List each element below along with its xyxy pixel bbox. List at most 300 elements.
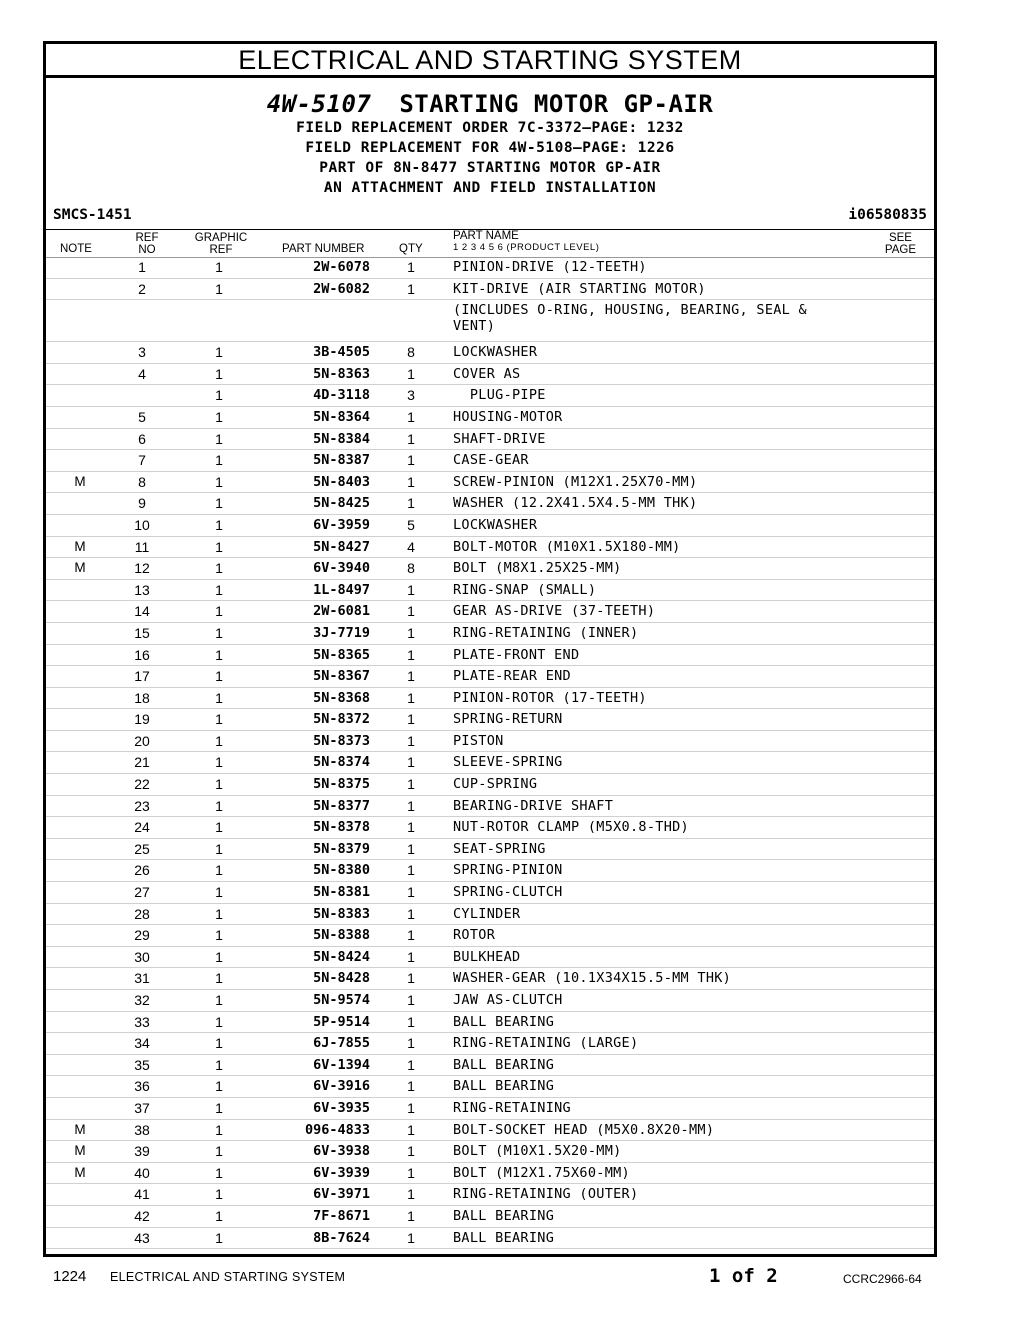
row-qty: 1	[407, 689, 415, 706]
row-part-number: 6J-7855	[313, 1035, 370, 1052]
table-row	[46, 407, 934, 429]
row-graphic-ref: 1	[215, 516, 223, 533]
row-part-name: BOLT (M8X1.25X25-MM)	[453, 560, 622, 577]
group-title: STARTING MOTOR GP-AIR	[399, 90, 714, 118]
table-row	[46, 623, 934, 645]
row-part-name: GEAR AS-DRIVE (37-TEETH)	[453, 603, 656, 620]
table-row	[46, 279, 934, 301]
table-row	[46, 1076, 934, 1098]
row-part-name: CASE-GEAR	[453, 452, 529, 469]
row-part-name: BOLT (M12X1.75X60-MM)	[453, 1164, 630, 1181]
table-row	[46, 601, 934, 623]
footer-page-number: 1224	[53, 1268, 87, 1285]
row-ref-no: 35	[134, 1056, 150, 1073]
row-ref-no: 25	[134, 840, 150, 857]
row-note: M	[74, 473, 86, 489]
row-graphic-ref: 1	[215, 365, 223, 382]
row-ref-no: 8	[138, 473, 146, 490]
smcs-code: SMCS-1451	[53, 207, 132, 223]
row-qty: 1	[407, 948, 415, 965]
illustration-id: i06580835	[848, 207, 927, 223]
table-row	[46, 968, 934, 990]
row-graphic-ref: 1	[215, 430, 223, 447]
row-graphic-ref: 1	[215, 797, 223, 814]
parts-list-frame	[43, 41, 937, 1257]
row-qty: 8	[407, 560, 415, 577]
row-part-name: LOCKWASHER	[453, 344, 538, 361]
row-qty: 1	[407, 430, 415, 447]
row-graphic-ref: 1	[215, 732, 223, 749]
row-note: M	[74, 538, 86, 554]
row-part-name: BALL BEARING	[453, 1207, 555, 1224]
row-part-name: PLUG-PIPE	[453, 387, 546, 404]
row-ref-no: 22	[134, 776, 150, 793]
row-qty: 1	[407, 280, 415, 297]
row-graphic-ref: 1	[215, 259, 223, 275]
row-ref-no: 13	[134, 581, 150, 598]
row-part-number: 6V-3959	[313, 516, 370, 533]
table-row	[46, 925, 934, 947]
row-graphic-ref: 1	[215, 280, 223, 297]
header-see-page	[885, 232, 916, 256]
row-part-number: 5N-8380	[313, 862, 370, 879]
footer-doc-code: CCRC2966-64	[843, 1272, 922, 1286]
row-part-name: BALL BEARING	[453, 1229, 555, 1246]
row-graphic-ref: 1	[215, 776, 223, 793]
row-graphic-ref: 1	[215, 1099, 223, 1116]
row-ref-no: 23	[134, 797, 150, 814]
table-row	[46, 1120, 934, 1142]
row-part-name: JAW AS-CLUTCH	[453, 992, 563, 1008]
header-note: NOTE	[60, 243, 92, 255]
table-row	[46, 1033, 934, 1055]
header-graphic-bottom: REF	[209, 244, 233, 256]
row-part-number: 5N-8378	[313, 819, 370, 836]
table-row	[46, 342, 934, 364]
row-part-name: SPRING-PINION	[453, 862, 563, 879]
row-part-name: CUP-SPRING	[453, 776, 538, 793]
table-row	[46, 774, 934, 796]
row-ref-no: 18	[134, 689, 150, 706]
row-part-number: 5N-8375	[313, 776, 370, 793]
row-ref-no: 32	[134, 992, 150, 1008]
row-part-name: HOUSING-MOTOR	[453, 408, 563, 425]
row-ref-no: 1	[138, 259, 146, 275]
row-graphic-ref: 1	[215, 1143, 223, 1160]
row-graphic-ref: 1	[215, 538, 223, 555]
row-graphic-ref: 1	[215, 948, 223, 965]
header-ref-no	[132, 232, 162, 256]
header-see-bottom: PAGE	[884, 244, 916, 256]
row-part-name: CYLINDER	[453, 905, 521, 922]
row-part-name: RING-RETAINING	[453, 1099, 571, 1116]
row-part-number: 6V-3939	[313, 1164, 370, 1181]
row-part-number: 6V-1394	[313, 1056, 370, 1073]
table-row	[46, 558, 934, 580]
row-part-number: 5N-9574	[313, 992, 370, 1008]
row-ref-no: 14	[134, 603, 150, 620]
row-qty: 1	[407, 1207, 415, 1224]
table-row	[46, 450, 934, 472]
row-part-name: PINION-DRIVE (12-TEETH)	[453, 259, 647, 275]
table-row	[46, 817, 934, 839]
row-graphic-ref: 1	[215, 840, 223, 857]
row-graphic-ref: 1	[215, 754, 223, 771]
row-graphic-ref: 1	[215, 668, 223, 685]
row-qty: 1	[407, 259, 415, 275]
row-ref-no: 3	[138, 344, 146, 361]
row-graphic-ref: 1	[215, 560, 223, 577]
row-part-number: 5N-8428	[313, 970, 370, 987]
row-qty: 1	[407, 862, 415, 879]
row-graphic-ref: 1	[215, 970, 223, 987]
page-footer	[0, 1265, 1020, 1289]
row-part-number: 2W-6081	[313, 603, 370, 620]
row-part-name: LOCKWASHER	[453, 516, 538, 533]
row-ref-no: 43	[134, 1229, 150, 1246]
row-part-number: 5N-8367	[313, 668, 370, 685]
row-part-name: BALL BEARING	[453, 1078, 555, 1095]
row-part-name: (INCLUDES O-RING, HOUSING, BEARING, SEAL & VENT)	[453, 302, 816, 335]
row-qty: 1	[407, 1121, 415, 1138]
row-qty: 1	[407, 1143, 415, 1160]
row-qty: 1	[407, 884, 415, 901]
row-ref-no: 21	[134, 754, 150, 771]
row-part-number: 5N-8381	[313, 884, 370, 901]
row-part-name: SCREW-PINION (M12X1.25X70-MM)	[453, 473, 698, 490]
row-qty: 1	[407, 732, 415, 749]
row-part-name: ROTOR	[453, 927, 496, 944]
row-qty: 1	[407, 668, 415, 685]
part-of-line: PART OF 8N-8477 STARTING MOTOR GP-AIR	[319, 160, 661, 176]
table-row	[46, 1055, 934, 1077]
row-graphic-ref: 1	[215, 387, 223, 404]
header-ref-bottom: NO	[138, 244, 156, 256]
row-graphic-ref: 1	[215, 927, 223, 944]
row-graphic-ref: 1	[215, 689, 223, 706]
row-qty: 1	[407, 970, 415, 987]
header-see-top: SEE	[888, 232, 912, 244]
row-part-name: BULKHEAD	[453, 948, 521, 965]
row-ref-no: 2	[138, 280, 146, 297]
row-ref-no: 28	[134, 905, 150, 922]
row-part-name: SHAFT-DRIVE	[453, 430, 546, 447]
row-note: M	[74, 1164, 86, 1180]
row-part-number: 5N-8424	[313, 948, 370, 965]
table-row	[46, 709, 934, 731]
row-graphic-ref: 1	[215, 905, 223, 922]
row-ref-no: 12	[134, 560, 150, 577]
row-part-name: RING-SNAP (SMALL)	[453, 581, 597, 598]
row-ref-no: 4	[138, 365, 146, 382]
table-row	[46, 1012, 934, 1034]
row-note: M	[74, 1121, 86, 1137]
row-qty: 1	[407, 452, 415, 469]
table-row	[46, 493, 934, 515]
footer-section: ELECTRICAL AND STARTING SYSTEM	[110, 1270, 346, 1284]
row-qty: 1	[407, 646, 415, 663]
row-graphic-ref: 1	[215, 1078, 223, 1095]
page-title	[46, 78, 934, 118]
row-qty: 1	[407, 495, 415, 512]
row-qty: 1	[407, 992, 415, 1008]
field-replacement-for: FIELD REPLACEMENT FOR 4W-5108—PAGE: 1226	[305, 140, 675, 156]
row-part-name: RING-RETAINING (OUTER)	[453, 1186, 639, 1203]
row-ref-no: 24	[134, 819, 150, 836]
row-part-number: 1L-8497	[313, 581, 370, 598]
table-row	[46, 796, 934, 818]
row-part-number: 2W-6082	[313, 280, 370, 297]
row-part-name: SEAT-SPRING	[453, 840, 546, 857]
row-qty: 1	[407, 819, 415, 836]
row-graphic-ref: 1	[215, 1186, 223, 1203]
table-row	[46, 1228, 934, 1250]
row-part-number: 5N-8372	[313, 711, 370, 728]
group-part-number: 4W-5107	[266, 90, 372, 118]
row-qty: 1	[407, 840, 415, 857]
header-graphic-top: GRAPHIC	[194, 232, 248, 244]
column-headers	[46, 229, 934, 258]
row-qty: 1	[407, 408, 415, 425]
header-graphic-ref	[191, 232, 251, 256]
row-ref-no: 33	[134, 1013, 150, 1030]
row-ref-no: 27	[134, 884, 150, 901]
row-part-number: 5N-8425	[313, 495, 370, 512]
row-part-number: 3J-7719	[313, 624, 370, 641]
row-part-number: 5N-8374	[313, 754, 370, 771]
row-qty: 1	[407, 776, 415, 793]
row-part-name: PLATE-FRONT END	[453, 646, 580, 663]
table-row	[46, 364, 934, 386]
row-qty: 1	[407, 1056, 415, 1073]
row-part-name: PINION-ROTOR (17-TEETH)	[453, 689, 647, 706]
row-note: M	[74, 560, 86, 576]
table-row	[46, 860, 934, 882]
table-row	[46, 882, 934, 904]
header-ref-top: REF	[135, 232, 159, 244]
table-row	[46, 731, 934, 753]
table-row	[46, 1141, 934, 1163]
table-row	[46, 1206, 934, 1228]
row-ref-no: 31	[134, 970, 150, 987]
attachment-line: AN ATTACHMENT AND FIELD INSTALLATION	[323, 180, 657, 196]
row-part-number: 5N-8383	[313, 905, 370, 922]
row-part-name: BOLT-SOCKET HEAD (M5X0.8X20-MM)	[453, 1121, 715, 1138]
table-row	[46, 429, 934, 451]
row-qty: 1	[407, 624, 415, 641]
row-qty: 5	[407, 516, 415, 533]
row-part-name: KIT-DRIVE (AIR STARTING MOTOR)	[453, 280, 706, 297]
table-row	[46, 257, 934, 279]
row-qty: 1	[407, 754, 415, 771]
row-part-number: 5N-8384	[313, 430, 370, 447]
header-product-level: 1 2 3 4 5 6 (PRODUCT LEVEL)	[453, 242, 600, 253]
table-row	[46, 990, 934, 1012]
row-graphic-ref: 1	[215, 1164, 223, 1181]
row-note: M	[74, 1143, 86, 1159]
row-qty: 1	[407, 711, 415, 728]
row-part-name: BALL BEARING	[453, 1013, 555, 1030]
table-row	[46, 688, 934, 710]
header-qty: QTY	[399, 243, 423, 255]
row-part-name: WASHER (12.2X41.5X4.5-MM THK)	[453, 495, 698, 512]
row-ref-no: 9	[138, 495, 146, 512]
row-part-number: 5P-9514	[313, 1013, 370, 1030]
row-graphic-ref: 1	[215, 473, 223, 490]
section-title: ELECTRICAL AND STARTING SYSTEM	[46, 44, 934, 78]
row-graphic-ref: 1	[215, 495, 223, 512]
field-replacement-order: FIELD REPLACEMENT ORDER 7C-3372—PAGE: 1232	[296, 120, 684, 136]
row-part-number: 4D-3118	[313, 387, 370, 404]
row-ref-no: 16	[134, 646, 150, 663]
row-qty: 1	[407, 1164, 415, 1181]
row-part-number: 5N-8377	[313, 797, 370, 814]
row-part-number: 5N-8368	[313, 689, 370, 706]
table-row	[46, 839, 934, 861]
row-part-number: 8B-7624	[313, 1229, 370, 1246]
row-part-number: 5N-8373	[313, 732, 370, 749]
row-graphic-ref: 1	[215, 344, 223, 361]
row-part-name: SPRING-CLUTCH	[453, 884, 563, 901]
row-graphic-ref: 1	[215, 624, 223, 641]
row-part-number: 3B-4505	[313, 344, 370, 361]
row-ref-no: 26	[134, 862, 150, 879]
table-row	[46, 472, 934, 494]
row-graphic-ref: 1	[215, 711, 223, 728]
row-part-number: 5N-8379	[313, 840, 370, 857]
parts-table-body	[46, 257, 934, 1249]
row-graphic-ref: 1	[215, 1229, 223, 1246]
table-row	[46, 947, 934, 969]
row-qty: 3	[407, 387, 415, 404]
row-qty: 1	[407, 797, 415, 814]
table-row	[46, 1098, 934, 1120]
row-part-number: 5N-8364	[313, 408, 370, 425]
row-graphic-ref: 1	[215, 1056, 223, 1073]
table-row	[46, 904, 934, 926]
row-qty: 4	[407, 538, 415, 555]
table-row	[46, 300, 934, 342]
row-part-name: SLEEVE-SPRING	[453, 754, 563, 771]
row-part-number: 6V-3938	[313, 1143, 370, 1160]
row-qty: 1	[407, 1229, 415, 1246]
row-qty: 8	[407, 344, 415, 361]
row-part-number: 6V-3935	[313, 1099, 370, 1116]
row-qty: 1	[407, 603, 415, 620]
row-part-number: 2W-6078	[313, 259, 370, 275]
row-graphic-ref: 1	[215, 646, 223, 663]
table-row	[46, 537, 934, 559]
row-ref-no: 41	[134, 1186, 150, 1203]
row-ref-no: 29	[134, 927, 150, 944]
meta-row	[53, 207, 927, 227]
title-block	[46, 78, 934, 204]
table-row	[46, 515, 934, 537]
row-ref-no: 42	[134, 1207, 150, 1224]
row-graphic-ref: 1	[215, 1121, 223, 1138]
table-row	[46, 580, 934, 602]
row-part-name: NUT-ROTOR CLAMP (M5X0.8-THD)	[453, 819, 689, 836]
row-ref-no: 39	[134, 1143, 150, 1160]
row-graphic-ref: 1	[215, 819, 223, 836]
row-part-number: 5N-8387	[313, 452, 370, 469]
row-ref-no: 11	[134, 538, 150, 555]
row-qty: 1	[407, 927, 415, 944]
row-ref-no: 34	[134, 1035, 150, 1052]
row-graphic-ref: 1	[215, 862, 223, 879]
row-qty: 1	[407, 1186, 415, 1203]
row-part-name: RING-RETAINING (LARGE)	[453, 1035, 639, 1052]
row-qty: 1	[407, 1013, 415, 1030]
row-part-number: 7F-8671	[313, 1207, 370, 1224]
table-row	[46, 1184, 934, 1206]
row-part-name: COVER AS	[453, 365, 521, 382]
row-graphic-ref: 1	[215, 581, 223, 598]
header-part-name-label: PART NAME	[453, 230, 519, 242]
row-part-number: 5N-8403	[313, 473, 370, 490]
row-part-name: BALL BEARING	[453, 1056, 555, 1073]
row-graphic-ref: 1	[215, 1035, 223, 1052]
table-row	[46, 385, 934, 407]
table-row	[46, 645, 934, 667]
row-ref-no: 30	[134, 948, 150, 965]
table-row	[46, 1163, 934, 1185]
row-qty: 1	[407, 365, 415, 382]
row-part-name: BOLT (M10X1.5X20-MM)	[453, 1143, 622, 1160]
row-ref-no: 15	[134, 624, 150, 641]
row-ref-no: 37	[134, 1099, 150, 1116]
row-graphic-ref: 1	[215, 603, 223, 620]
row-part-number: 5N-8427	[313, 538, 370, 555]
row-part-number: 6V-3971	[313, 1186, 370, 1203]
row-part-number: 5N-8388	[313, 927, 370, 944]
row-part-name: BEARING-DRIVE SHAFT	[453, 797, 614, 814]
row-graphic-ref: 1	[215, 1013, 223, 1030]
row-qty: 1	[407, 473, 415, 490]
footer-page-of: 1 of 2	[709, 1265, 778, 1287]
row-part-number: 6V-3916	[313, 1078, 370, 1095]
row-graphic-ref: 1	[215, 408, 223, 425]
row-graphic-ref: 1	[215, 884, 223, 901]
row-part-name: PLATE-REAR END	[453, 668, 571, 685]
row-ref-no: 6	[138, 430, 146, 447]
row-part-number: 096-4833	[304, 1121, 370, 1138]
row-part-name: WASHER-GEAR (10.1X34X15.5-MM THK)	[453, 970, 732, 987]
row-part-number: 5N-8365	[313, 646, 370, 663]
table-row	[46, 752, 934, 774]
row-ref-no: 5	[138, 408, 146, 425]
row-ref-no: 7	[138, 452, 146, 469]
header-part-number: PART NUMBER	[282, 243, 365, 255]
row-part-name: RING-RETAINING (INNER)	[453, 624, 639, 641]
row-graphic-ref: 1	[215, 1207, 223, 1224]
row-ref-no: 38	[134, 1121, 150, 1138]
row-part-number: 6V-3940	[313, 560, 370, 577]
row-ref-no: 19	[134, 711, 150, 728]
row-qty: 1	[407, 1099, 415, 1116]
row-ref-no: 17	[134, 668, 150, 685]
row-part-name: BOLT-MOTOR (M10X1.5X180-MM)	[453, 538, 681, 555]
row-graphic-ref: 1	[215, 452, 223, 469]
row-part-number: 5N-8363	[313, 365, 370, 382]
row-qty: 1	[407, 581, 415, 598]
row-ref-no: 40	[134, 1164, 150, 1181]
row-qty: 1	[407, 1078, 415, 1095]
row-qty: 1	[407, 1035, 415, 1052]
row-part-name: PISTON	[453, 732, 504, 749]
row-qty: 1	[407, 905, 415, 922]
header-part-name	[453, 230, 599, 254]
